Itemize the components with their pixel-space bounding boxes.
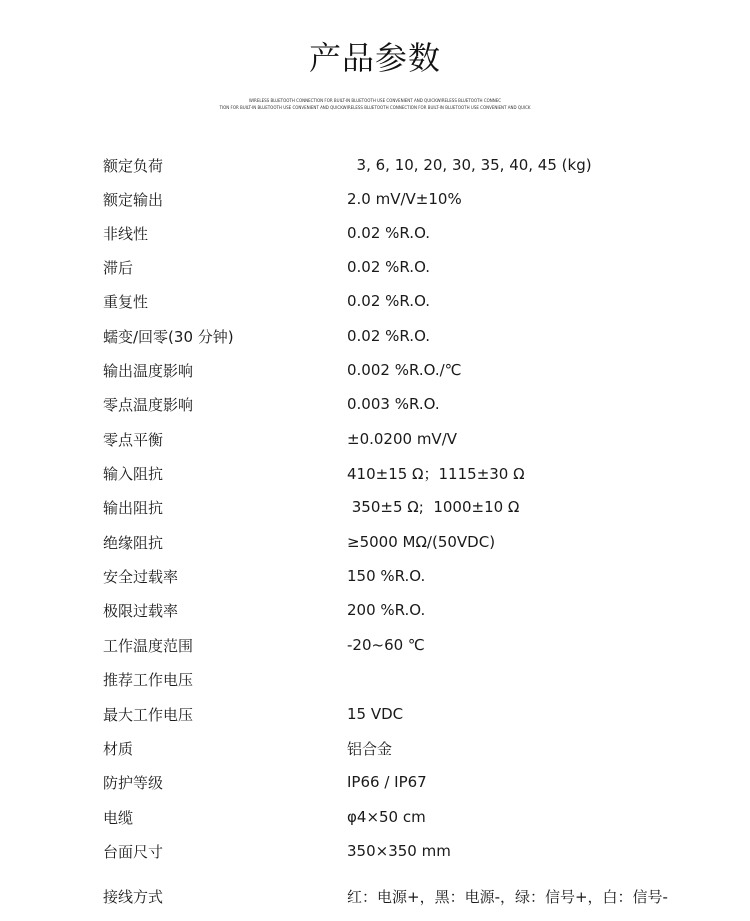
spec-row-insulation-impedance: [103, 525, 703, 559]
spec-row-rated-output: [103, 182, 703, 216]
spec-value: 0.02 %R.O.: [347, 258, 431, 276]
spec-row-safe-overload: [103, 559, 703, 593]
spec-value: 410±15 Ω；1115±30 Ω: [347, 464, 525, 483]
spec-row-output-temp-effect: [103, 353, 703, 387]
subtitle-line-1: WIRELESS BLUETOOTH CONNECTION FOR BUILT-IN BLUETOOTH USE CONVENIENT AND QUICKWIRELESS BLUETOOTH CONNEC: [248, 98, 502, 103]
spec-label: 接线方式: [103, 887, 164, 906]
spec-value: ≥5000 MΩ/(50VDC): [347, 533, 496, 551]
spec-row-hysteresis: [103, 250, 703, 284]
spec-value: 200 %R.O.: [347, 601, 426, 619]
spec-value: 0.02 %R.O.: [347, 327, 431, 345]
spec-label: 非线性: [103, 224, 149, 243]
spec-row-zero-balance: [103, 422, 703, 456]
subtitle-line-2: TION FOR BUILT-IN BLUETOOTH USE CONVENIENT AND QUICKWIRELESS BLUETOOTH CONNECTION FOR BUILT-IN BLUETOOTH USE CONVENIENT AND QUICK: [219, 105, 531, 110]
spec-row-recommended-voltage: [103, 662, 703, 696]
spec-row-material: [103, 731, 703, 765]
spec-value: 0.003 %R.O.: [347, 395, 440, 413]
spec-row-nonlinearity: [103, 216, 703, 250]
spec-label: 额定负荷: [103, 156, 164, 175]
spec-row-ultimate-overload: [103, 593, 703, 627]
spec-label: 输出温度影响: [103, 361, 194, 380]
spec-value: -20~60 ℃: [347, 636, 425, 654]
spec-row-wiring: [103, 879, 703, 913]
spec-label: 绝缘阻抗: [103, 533, 164, 552]
spec-label: 零点温度影响: [103, 395, 194, 414]
spec-value: 0.02 %R.O.: [347, 292, 431, 310]
spec-row-rated-load: [103, 148, 703, 182]
spec-row-repeatability: [103, 284, 703, 318]
spec-row-platform-size: [103, 834, 703, 868]
spec-row-zero-temp-effect: [103, 387, 703, 421]
spec-row-output-impedance: [103, 490, 703, 524]
spec-value: 3, 6, 10, 20, 30, 35, 40, 45 (kg): [347, 156, 592, 174]
spec-label: 工作温度范围: [103, 636, 194, 655]
spec-value: ±0.0200 mV/V: [347, 430, 458, 448]
spec-label: 额定输出: [103, 190, 164, 209]
spec-value: 0.02 %R.O.: [347, 224, 431, 242]
spec-row-cable: [103, 800, 703, 834]
spec-value: φ4×50 cm: [347, 808, 426, 826]
spec-value: 红：电源+，黑：电源-，绿：信号+，白：信号-: [347, 887, 668, 906]
spec-value: 0.002 %R.O./℃: [347, 361, 462, 379]
spec-value: 350×350 mm: [347, 842, 451, 860]
spec-label: 零点平衡: [103, 430, 164, 449]
spec-label: 重复性: [103, 292, 149, 311]
spec-label: 输出阻抗: [103, 498, 164, 517]
spec-value: 2.0 mV/V±10%: [347, 190, 462, 208]
spec-label: 推荐工作电压: [103, 670, 194, 689]
spec-label: 电缆: [103, 808, 134, 827]
spec-value: IP66 / IP67: [347, 773, 427, 791]
spec-label: 材质: [103, 739, 134, 758]
spec-label: 极限过载率: [103, 601, 179, 620]
page-title: 产品参数: [308, 39, 441, 77]
spec-label: 滞后: [103, 258, 134, 277]
spec-label: 输入阻抗: [103, 464, 164, 483]
spec-value: 铝合金: [347, 739, 393, 758]
spec-value: 150 %R.O.: [347, 567, 426, 585]
spec-label: 安全过载率: [103, 567, 179, 586]
spec-row-max-voltage: [103, 697, 703, 731]
spec-row-input-impedance: [103, 456, 703, 490]
spec-row-creep: [103, 319, 703, 353]
spec-label: 防护等级: [103, 773, 164, 792]
spec-row-protection-class: [103, 765, 703, 799]
spec-value: 15 VDC: [347, 705, 404, 723]
spec-label: 最大工作电压: [103, 705, 194, 724]
page-subtitle: [0, 97, 750, 111]
spec-label: 台面尺寸: [103, 842, 164, 861]
spec-row-operating-temp: [103, 628, 703, 662]
spec-value: 350±5 Ω; 1000±10 Ω: [347, 498, 520, 516]
spec-label: 蠕变/回零(30 分钟): [103, 327, 234, 346]
